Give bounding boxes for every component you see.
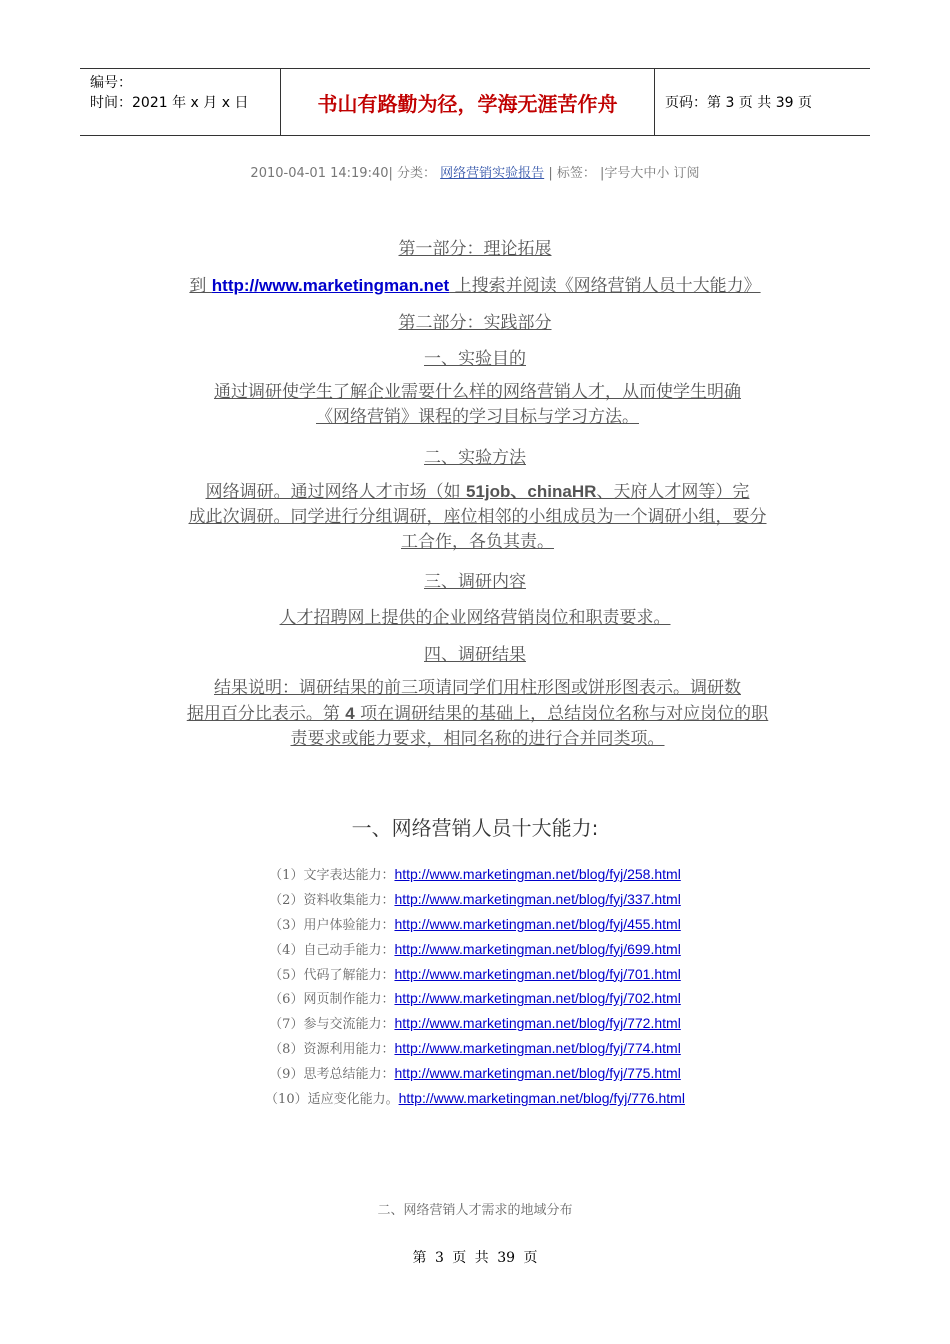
list-item [0,1038,950,1063]
list-item [0,939,950,964]
list-item [0,988,950,1013]
ability-link[interactable]: http://www.marketingman.net/blog/fyj/455.html [394,915,681,932]
ability-link[interactable]: http://www.marketingman.net/blog/fyj/772.html [394,1015,681,1032]
section2-line1 [206,482,750,502]
list-item [0,889,950,914]
post-datetime: 2010-04-01 14:19:40| [250,166,393,181]
ability-label: （8）资源利用能力： [269,1042,395,1058]
ability-label: （9）思考总结能力： [269,1067,395,1083]
part1-heading: 第一部分：理论拓展 [398,239,552,259]
list-item [0,1013,950,1038]
section4-paragraph [150,676,805,752]
section2-sites: 51job、chinaHR [466,482,597,501]
section3-text: 人才招聘网上提供的企业网络营销岗位和职责要求。 [279,608,671,628]
section4-line2a: 据用百分比表示。第 [186,704,346,724]
ability-link[interactable]: http://www.marketingman.net/blog/fyj/775.html [394,1065,681,1082]
document-header [80,68,870,136]
subscribe-link[interactable]: 订阅 [673,166,700,181]
ability-link[interactable]: http://www.marketingman.net/blog/fyj/699.html [394,940,681,957]
ability-link[interactable]: http://www.marketingman.net/blog/fyj/776.html [398,1090,685,1107]
section2-heading: 二、实验方法 [424,448,526,468]
section1-line1: 通过调研使学生了解企业需要什么样的网络营销人才，从而使学生明确 [214,382,741,402]
section3-heading: 三、调研内容 [424,572,526,592]
list-item [0,964,950,989]
list-item [0,1088,950,1113]
section4-item-number: 4 [345,704,355,723]
read-instruction-suffix: 上搜索并阅读《网络营销人员十大能力》 [449,276,761,296]
section4-heading: 四、调研结果 [424,645,526,665]
ability-link[interactable]: http://www.marketingman.net/blog/fyj/337.html [394,890,681,907]
ability-link[interactable]: http://www.marketingman.net/blog/fyj/702.html [394,990,681,1007]
section1-paragraph [150,380,805,430]
section4-line1: 结果说明：调研结果的前三项请同学们用柱形图或饼形图表示。调研数 [214,678,741,698]
read-instruction-prefix: 到 [189,276,212,296]
section4-line2 [187,704,768,724]
section1-heading: 一、实验目的 [424,349,526,369]
ability-label: （6）网页制作能力： [269,992,395,1008]
ability-label: （5）代码了解能力： [269,967,395,983]
date-label: 时间：2021 年 x 月 x 日 [90,95,249,111]
marketingman-link[interactable]: http://www.marketingman.net [211,276,450,295]
section1-line2: 《网络营销》课程的学习目标与学习方法。 [316,407,639,427]
section4-line2c: 项在调研结果的基础上，总结岗位名称与对应岗位的职 [354,704,769,724]
ability-label: （2）资料收集能力： [269,892,395,908]
number-label: 编号： [90,75,132,91]
section2-line1c: 、天府人才网等）完 [596,482,750,502]
header-left-cell [80,69,281,135]
ability-label: （10）适应变化能力。 [265,1092,399,1108]
list-item [0,864,950,889]
abilities-title: 一、网络营销人员十大能力: [351,816,599,840]
section2-line2: 成此次调研。同学进行分组调研，座位相邻的小组成员为一个调研小组，要分 [188,507,767,527]
read-instruction [0,271,950,296]
section2-title: 二、网络营销人才需求的地域分布 [377,1203,573,1218]
ability-link[interactable]: http://www.marketingman.net/blog/fyj/774.html [394,1040,681,1057]
section4-line3: 责要求或能力要求，相同名称的进行合并同类项。 [290,729,665,749]
ability-label: （4）自己动手能力： [269,942,395,958]
abilities-list [0,864,950,1113]
font-size-control[interactable]: |字号大中小 [600,166,670,181]
section2-line3: 工合作，各负其责。 [401,532,554,552]
list-item [0,1063,950,1088]
page-footer: 第 3 页 共 39 页 [412,1250,538,1266]
ability-link[interactable]: http://www.marketingman.net/blog/fyj/701.html [394,965,681,982]
header-page-info: 页码：第 3 页 共 39 页 [665,95,812,111]
header-motto: 书山有路勤为径，学海无涯苦作舟 [281,69,655,135]
list-item [0,914,950,939]
post-meta [0,162,950,181]
section2-paragraph [150,479,805,555]
ability-label: （7）参与交流能力： [269,1017,395,1033]
section2-line1a: 网络调研。通过网络人才市场（如 [205,482,467,502]
ability-link[interactable]: http://www.marketingman.net/blog/fyj/258.html [394,866,681,882]
tags-label: 标签： [556,166,596,181]
category-link[interactable]: 网络营销实验报告 [440,166,545,181]
meta-separator: | [548,166,553,181]
ability-label: （3）用户体验能力： [269,917,395,933]
ability-label: （1）文字表达能力： [269,868,395,883]
part2-heading: 第二部分：实践部分 [398,313,552,333]
category-label: 分类： [397,166,437,181]
